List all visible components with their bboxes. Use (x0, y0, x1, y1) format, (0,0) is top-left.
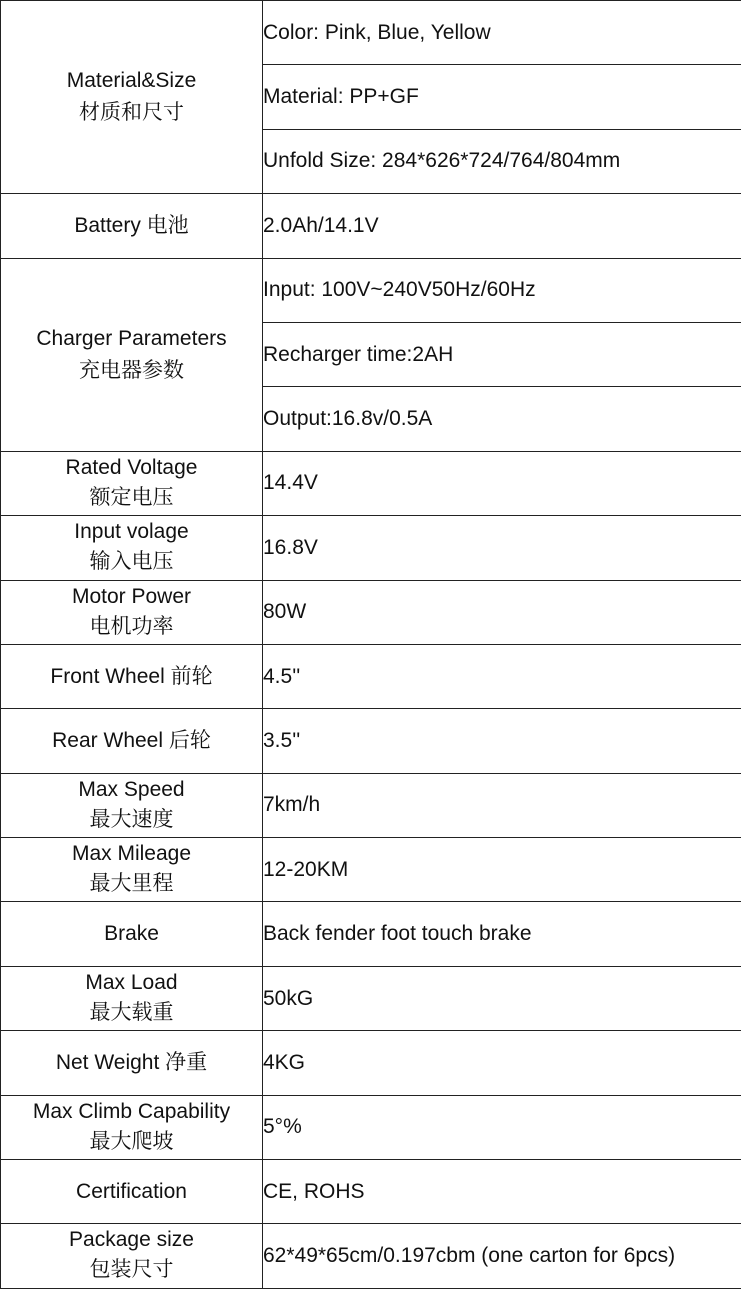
table-row (1, 516, 741, 580)
label-en: Rated Voltage (65, 455, 198, 479)
spec-label-max-mileage (1, 838, 263, 902)
table-row (1, 580, 741, 644)
spec-value-max-load: 50kG (263, 966, 741, 1030)
label-cn: 最大爬坡 (89, 1129, 174, 1153)
spec-value-max-speed: 7km/h (263, 773, 741, 837)
spec-label-certification: Certification (1, 1160, 263, 1224)
spec-value-max-climb: 5°% (263, 1095, 741, 1159)
spec-value-motor-power: 80W (263, 580, 741, 644)
spec-label-charger (1, 258, 263, 451)
spec-label-net-weight: Net Weight 净重 (1, 1031, 263, 1095)
label-cn: 充电器参数 (79, 358, 184, 382)
spec-value-unfold-size: Unfold Size: 284*626*724/764/804mm (263, 129, 741, 193)
spec-value-material: Material: PP+GF (263, 65, 741, 129)
label-en: Package size (69, 1228, 194, 1252)
spec-value-battery: 2.0Ah/14.1V (263, 194, 741, 258)
label-cn: 最大载重 (89, 1000, 174, 1024)
label-cn: 材质和尺寸 (79, 101, 184, 125)
spec-value-max-mileage: 12-20KM (263, 838, 741, 902)
spec-value-input-voltage: 16.8V (263, 516, 741, 580)
spec-value-front-wheel: 4.5'' (263, 644, 741, 708)
table-row (1, 1095, 741, 1159)
label-en: Motor Power (71, 584, 192, 608)
table-row (1, 258, 741, 322)
spec-value-recharge-time: Recharger time:2AH (263, 322, 741, 386)
table-row (1, 709, 741, 773)
spec-value-package-size: 62*49*65cm/0.197cbm (one carton for 6pcs) (263, 1224, 741, 1289)
spec-label-brake: Brake (1, 902, 263, 966)
table-row (1, 194, 741, 258)
table-row (1, 644, 741, 708)
label-en: Max Climb Capability (32, 1099, 231, 1123)
table-row (1, 1031, 741, 1095)
spec-label-package-size (1, 1224, 263, 1289)
table-row (1, 902, 741, 966)
spec-label-rated-voltage (1, 451, 263, 515)
table-row (1, 966, 741, 1030)
label-cn: 包装尺寸 (89, 1258, 174, 1282)
spec-value-color: Color: Pink, Blue, Yellow (263, 1, 741, 65)
table-row (1, 1, 741, 65)
table-row (1, 1160, 741, 1224)
spec-label-front-wheel: Front Wheel 前轮 (1, 644, 263, 708)
spec-value-net-weight: 4KG (263, 1031, 741, 1095)
label-cn: 最大速度 (89, 807, 174, 831)
label-en: Material&Size (66, 69, 197, 93)
table-row (1, 1224, 741, 1289)
spec-label-input-voltage (1, 516, 263, 580)
label-en: Max Load (85, 970, 178, 994)
label-cn: 最大里程 (89, 872, 174, 896)
spec-value-charger-output: Output:16.8v/0.5A (263, 387, 741, 451)
label-en: Input volage (74, 520, 189, 544)
label-cn: 电机功率 (89, 614, 174, 638)
table-row (1, 838, 741, 902)
spec-value-rear-wheel: 3.5'' (263, 709, 741, 773)
label-en: Charger Parameters (36, 326, 227, 350)
spec-value-brake: Back fender foot touch brake (263, 902, 741, 966)
label-cn: 输入电压 (89, 550, 174, 574)
spec-value-rated-voltage: 14.4V (263, 451, 741, 515)
label-cn: 额定电压 (89, 485, 174, 509)
spec-label-max-speed (1, 773, 263, 837)
table-row (1, 451, 741, 515)
spec-label-battery: Battery 电池 (1, 194, 263, 258)
spec-label-material-size (1, 1, 263, 194)
spec-label-motor-power (1, 580, 263, 644)
table-row (1, 773, 741, 837)
spec-value-certification: CE, ROHS (263, 1160, 741, 1224)
label-en: Max Speed (78, 777, 185, 801)
spec-label-rear-wheel: Rear Wheel 后轮 (1, 709, 263, 773)
spec-label-max-load (1, 966, 263, 1030)
spec-value-charger-input: Input: 100V~240V50Hz/60Hz (263, 258, 741, 322)
spec-label-max-climb (1, 1095, 263, 1159)
label-en: Max Mileage (71, 842, 192, 866)
